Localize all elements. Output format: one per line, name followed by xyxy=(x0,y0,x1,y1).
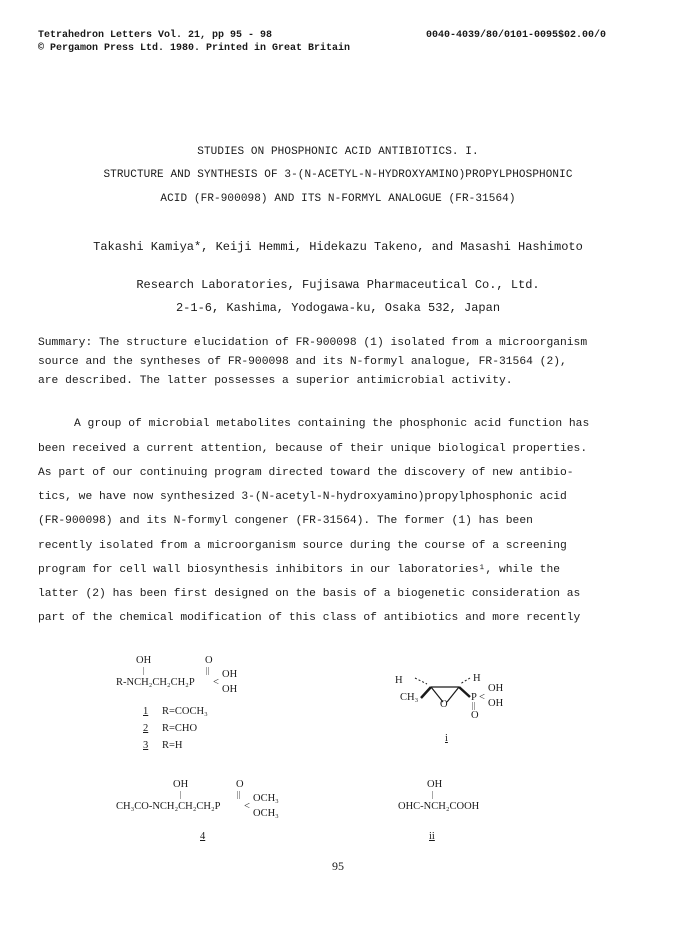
journal-citation: Tetrahedron Letters Vol. 21, pp 95 - 98 xyxy=(38,30,273,41)
epoxide-h-left: H xyxy=(395,675,403,686)
summary-line-1: Summary: The structure elucidation of FR-900098 (1) isolated from a microorganism xyxy=(38,337,588,349)
epoxide-hash-left xyxy=(415,678,427,684)
epoxide-ch3: CH₃ xyxy=(400,692,419,703)
s1-oh-bottom: OH xyxy=(222,684,238,695)
epoxide-co-right xyxy=(447,687,459,702)
s4-bond: | xyxy=(180,790,182,799)
title-line-1: STUDIES ON PHOSPHONIC ACID ANTIBIOTICS. I. xyxy=(197,146,479,158)
body-line-8: latter (2) has been first designed on the basis of a biogenetic consideration as xyxy=(38,588,581,600)
epoxide-hash-right xyxy=(460,678,470,684)
article-code: 0040-4039/80/0101-0095$02.00/0 xyxy=(426,30,607,41)
epoxide-label: i xyxy=(445,733,448,744)
epoxide-wedge-p xyxy=(459,687,470,697)
body-line-9: part of the chemical modification of this class of antibiotics and more recently xyxy=(38,612,581,624)
s4-o: O xyxy=(236,779,244,790)
s4-oh: OH xyxy=(173,779,189,790)
s1-oh: OH xyxy=(136,655,152,666)
s4-och3-top: OCH₃ xyxy=(253,793,279,804)
s5-main-chain: OHC-NCH₂COOH xyxy=(398,801,480,812)
body-line-3: As part of our continuing program directed toward the discovery of new antibio- xyxy=(38,467,574,479)
epoxide-oh-top: OH xyxy=(488,683,504,694)
s4-label: 4 xyxy=(200,831,206,842)
body-line-1: A group of microbial metabolites containing the phosphonic acid function has xyxy=(74,418,590,430)
body-line-6: recently isolated from a microorganism source during the course of a screening xyxy=(38,540,567,552)
s1-branch: < xyxy=(213,677,219,688)
s1-main-chain: R-NCH₂CH₂CH₂P xyxy=(116,677,195,688)
s1-rgroup-1: R=COCH₃ xyxy=(162,706,208,717)
s5-bond: | xyxy=(432,790,434,799)
summary-line-3: are described. The latter possesses a superior antimicrobial activity. xyxy=(38,375,513,387)
author-list: Takashi Kamiya*, Keiji Hemmi, Hidekazu Takeno, and Masashi Hashimoto xyxy=(93,240,583,254)
summary-line-2: source and the syntheses of FR-900098 and its N-formyl analogue, FR-31564 (2), xyxy=(38,356,567,368)
affiliation-line-1: Research Laboratories, Fujisawa Pharmaceutical Co., Ltd. xyxy=(136,278,540,292)
epoxide-oh-bottom: OH xyxy=(488,698,504,709)
s5-label: ii xyxy=(429,831,435,842)
body-line-4: tics, we have now synthesized 3-(N-acetyl-N-hydroxyamino)propylphosphonic acid xyxy=(38,491,567,503)
affiliation-line-2: 2-1-6, Kashima, Yodogawa-ku, Osaka 532, Japan xyxy=(175,301,501,315)
s4-main-chain: CH₃CO-NCH₂CH₂CH₂P xyxy=(116,801,221,812)
epoxide-h-right: H xyxy=(473,673,481,684)
s1-label-2: 2 xyxy=(143,723,149,734)
epoxide-ring-o: O xyxy=(440,699,448,710)
page-number: 95 xyxy=(332,859,344,873)
epoxide-wedge-ch3 xyxy=(421,687,431,698)
s5-oh: OH xyxy=(427,779,443,790)
publisher-line: © Pergamon Press Ltd. 1980. Printed in Great Britain xyxy=(38,43,351,54)
s1-bond: | xyxy=(143,666,145,675)
title-line-3: ACID (FR-900098) AND ITS N-FORMYL ANALOGUE (FR-31564) xyxy=(160,193,516,205)
body-line-7: program for cell wall biosynthesis inhibitors in our laboratories¹, while the xyxy=(38,564,561,576)
s1-label-1: 1 xyxy=(143,706,149,717)
epoxide-po-double: || xyxy=(472,701,476,710)
epoxide-branch: < xyxy=(479,692,485,703)
epoxide-po: O xyxy=(471,710,479,721)
s1-label-3: 3 xyxy=(143,740,149,751)
title-line-2: STRUCTURE AND SYNTHESIS OF 3-(N-ACETYL-N-HYDROXYAMINO)PROPYLPHOSPHONIC xyxy=(103,169,573,181)
body-line-2: been received a current attention, because of their unique biological properties. xyxy=(38,443,588,455)
s4-branch: < xyxy=(244,801,250,812)
s1-oh-top: OH xyxy=(222,669,238,680)
s1-rgroup-3: R=H xyxy=(162,740,183,751)
s1-double-bond: || xyxy=(206,666,210,675)
s1-o: O xyxy=(205,655,213,666)
s1-rgroup-2: R=CHO xyxy=(162,723,198,734)
body-line-5: (FR-900098) and its N-formyl congener (FR-31564). The former (1) has been xyxy=(38,515,533,527)
epoxide-p: P xyxy=(471,692,477,703)
s4-och3-bottom: OCH₃ xyxy=(253,808,279,819)
s4-double-bond: || xyxy=(237,790,241,799)
